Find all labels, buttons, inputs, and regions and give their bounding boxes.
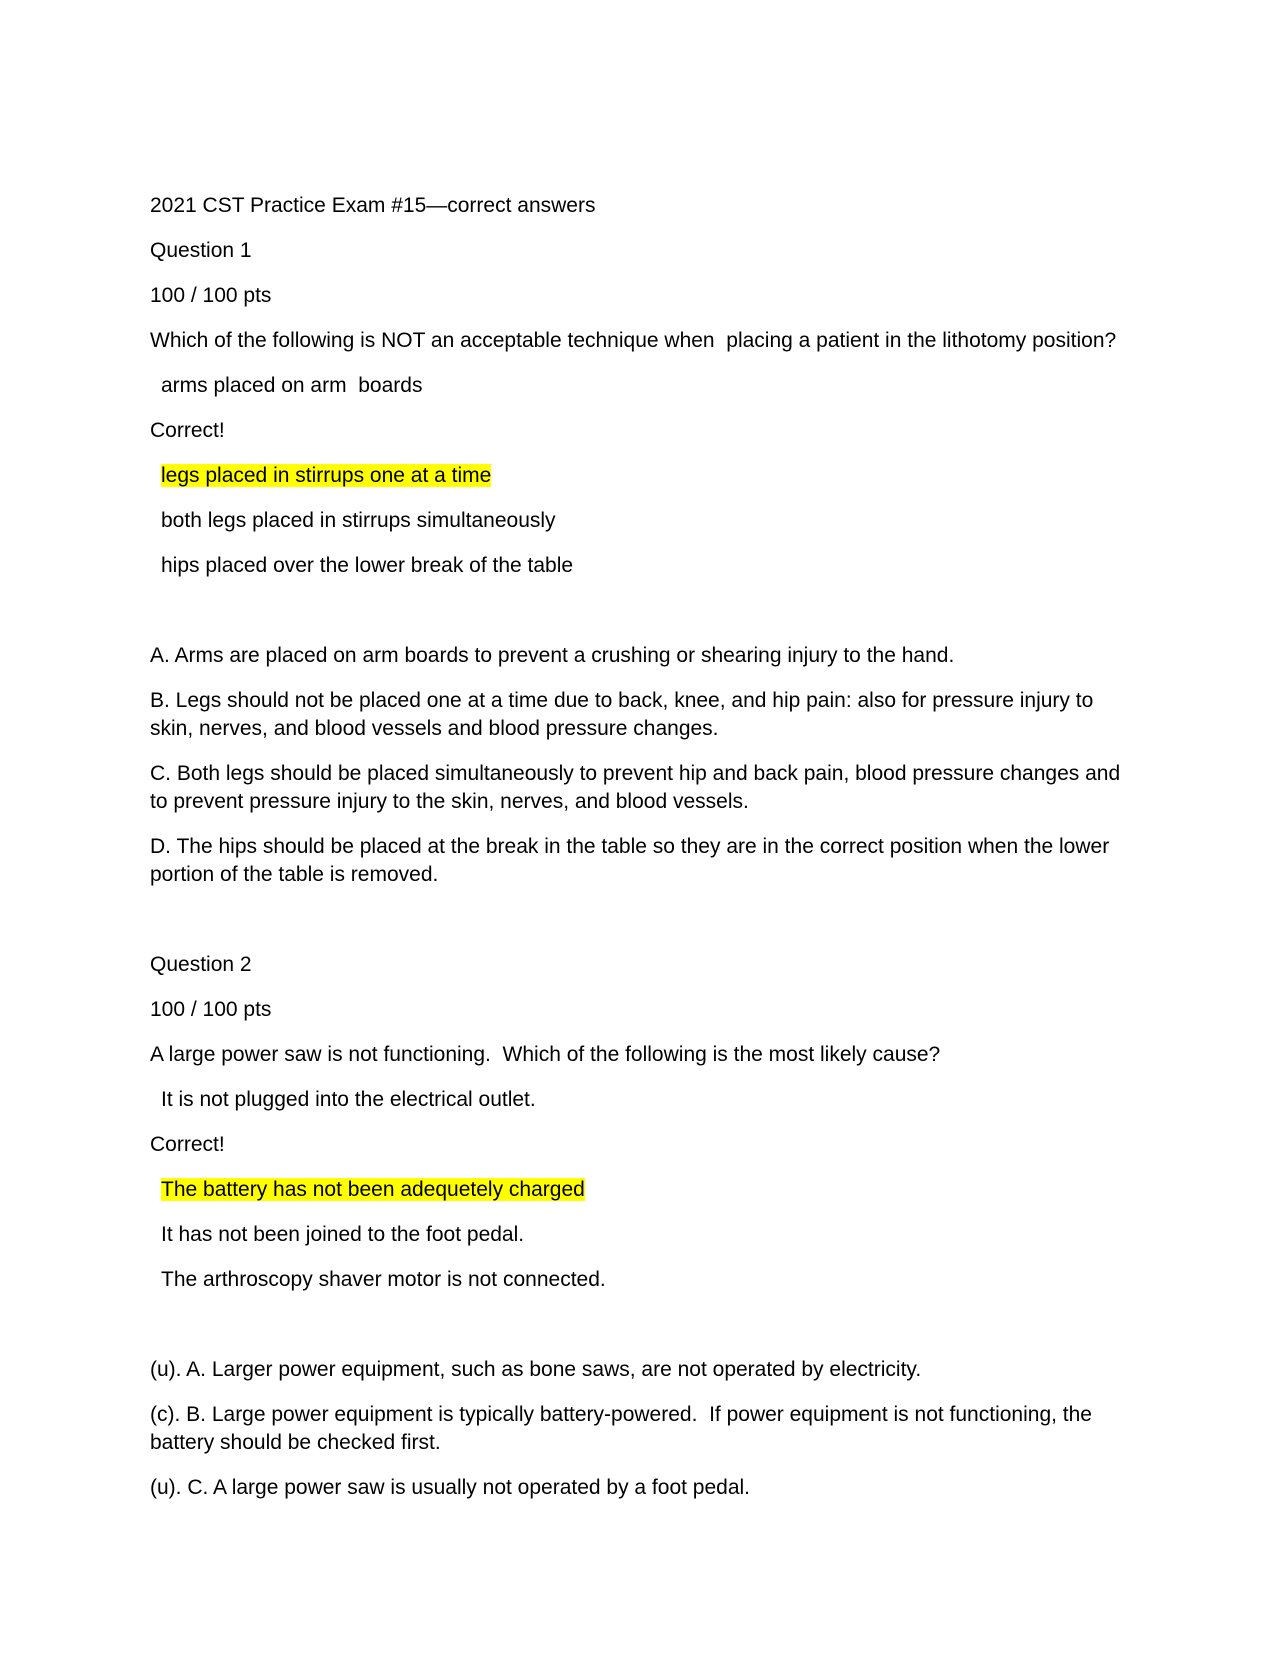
- correct-answer-option: [161, 462, 1140, 490]
- question-heading: Question 1: [150, 239, 252, 262]
- correct-answer-highlight: The battery has not been adequetely charged: [161, 1178, 585, 1201]
- answer-option: hips placed over the lower break of the table: [161, 554, 574, 577]
- question-prompt: Which of the following is NOT an acceptable technique when placing a patient in the lithotomy position?: [150, 329, 1117, 352]
- question-points: 100 / 100 pts: [150, 284, 272, 307]
- correct-answer-highlight: legs placed in stirrups one at a time: [161, 464, 492, 487]
- question-prompt: A large power saw is not functioning. Which of the following is the most likely cause?: [150, 1043, 941, 1066]
- explanation: D. The hips should be placed at the break in the table so they are in the correct position when the lower portion of the table is removed.: [150, 835, 1116, 886]
- question-1: [150, 237, 1140, 889]
- answer-option: It has not been joined to the foot pedal.: [161, 1223, 525, 1246]
- answer-option: both legs placed in stirrups simultaneously: [161, 509, 556, 532]
- question-points: 100 / 100 pts: [150, 998, 272, 1021]
- explanation: C. Both legs should be placed simultaneously to prevent hip and back pain, blood pressure changes and to prevent pressure injury to the skin, nerves, and blood vessels.: [150, 762, 1126, 813]
- explanation: A. Arms are placed on arm boards to prevent a crushing or shearing injury to the hand.: [150, 644, 955, 667]
- answer-option: It is not plugged into the electrical outlet.: [161, 1088, 536, 1111]
- explanation: (u). A. Larger power equipment, such as bone saws, are not operated by electricity.: [150, 1358, 922, 1381]
- answer-option: The arthroscopy shaver motor is not connected.: [161, 1268, 606, 1291]
- answer-option: arms placed on arm boards: [161, 374, 423, 397]
- correct-label: Correct!: [150, 419, 225, 442]
- question-heading: Question 2: [150, 953, 252, 976]
- explanation: (c). B. Large power equipment is typically battery-powered. If power equipment is not functioning, the battery should be checked first.: [150, 1403, 1098, 1454]
- question-2: [150, 951, 1140, 1502]
- correct-answer-option: [161, 1176, 1140, 1204]
- explanation: (u). C. A large power saw is usually not operated by a foot pedal.: [150, 1476, 751, 1499]
- document-page: [150, 192, 1140, 1519]
- explanation: B. Legs should not be placed one at a time due to back, knee, and hip pain: also for pressure injury to skin, nerves, and blood vessels and blood pressure changes.: [150, 689, 1100, 740]
- document-title: 2021 CST Practice Exam #15—correct answers: [150, 194, 596, 217]
- correct-label: Correct!: [150, 1133, 225, 1156]
